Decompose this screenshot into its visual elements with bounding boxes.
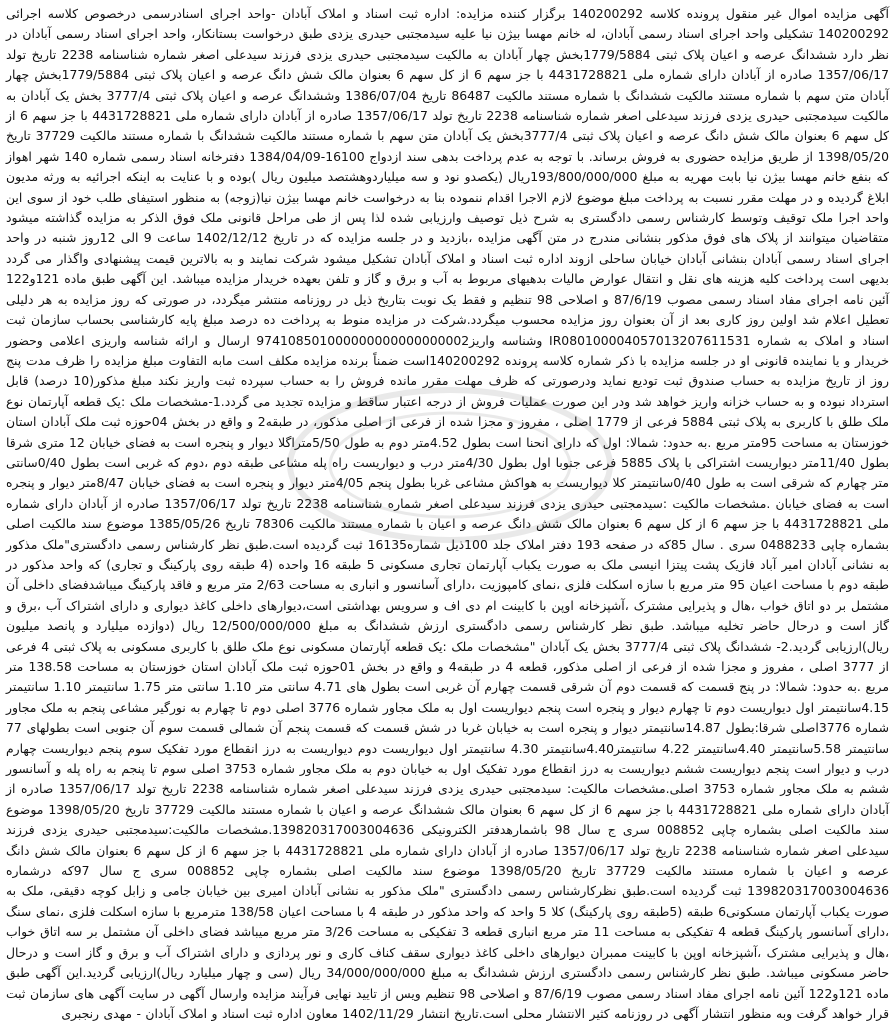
auction-notice-text: آگهی مزایده اموال غیر منقول پرونده کلاسه 140200292 برگزار کننده مزایده: اداره ثبت اسناد و املاک آبادان -واحد اجرای اسنادرسمی درخصوص کلاسه اجرائی 140200292 تشکیلی واحد اجرای اسناد رسمی آبادان، له خانم مهسا بیژن نیا علیه سیدمجتبی حیدری یزدی طبق درخواست بستانکار، واحد اجرای اسناد رسمی آبادان در نظر دارد ششدانگ عرصه و اعیان پلاک ثبتی 1779/5884بخش چهار آبادان به مالکیت سیدمجتبی حیدری یزدی فرزند سیدعلی اصغر شماره شناسنامه 2238 تاریخ تولد 1357/06/17 صادره از آبادان دارای شماره ملی 4431728821 با جز سهم 6 از کل سهم 6 بعنوان مالک شش دانگ عرصه و اعیان پلاک ثبتی 1779/5884بخش چهار آبادان متن سهم با شماره مستند مالکیت ششدانگ با شماره مستند مالکیت 86487 تاریخ 1386/07/04 وششدانگ عرصه و اعیان پلاک ثبتی 3777/4 بخش یک آبادان به مالکیت سیدمجتبی حیدری یزدی فرزند سیدعلی اصغر شماره شناسنامه 2238 تاریخ تولد 1357/06/17 صادره از آبادان دارای شماره ملی 4431728821 با جز سهم 6 از کل سهم 6 بعنوان مالک شش دانگ عرصه و اعیان پلاک ثبتی 3777/4بخش یک آبادان متن سهم با شماره مستند مالکیت ششدانگ با شماره مستند مالکیت 37729 تاریخ 1398/05/20 از طریق مزایده حضوری به فروش برساند. با توجه به عدم پرداخت بدهی سند ازدواج 16100-1384/04/09 دفترخانه اسناد رسمی شماره 140 شهر اهواز که بنفع خانم مهسا بیژن نیا بابت مهریه به مبلغ 193/800/000/000ریال (یکصدو نود و سه میلیاردوهشتصد میلیون ریال )بوده و با عنایت به اینکه اجرائیه به ورثه مدیون ابلاغ گردیده و در مهلت مقرر نسبت به پرداخت مبلغ موضوع لازم الاجرا اقدام ننموده بنا به درخواست خانم مهسا بیژن نیا(زوجه) به منظور استیفای طلب خود از سوی این واحد اجرا ملک توقیف وتوسط کارشناس رسمی دادگستری به شرح ذیل توصیف وارزیابی شده لذا پس از طی مراحل قانونی ملک فوق الذکر به مزایده گذاشته میشود متقاضیان میتوانند از پلاک های فوق مذکور بنشانی مندرج در متن آگهی مزایده ،بازدید و در جلسه مزایده که در تاریخ 1402/12/12 ساعت 9 الی 12روز شنبه در واحد اجرای اسناد رسمی آبادان بنشانی آبادان خیابان ساحلی ازوند اداره ثبت اسناد و املاک آبادان تشکیل میشود شرکت نمایند و به بالاترین قیمت پیشنهادی واگذار می گردد بدیهی است پرداخت کلیه هزینه های نقل و انتقال عوارض مالیات بدهیهای مربوط به آب و برق و گاز و تلفن بعهده خریدار مزایده میباشد. این آگهی طبق ماده 121و122 آئین نامه اجرای مفاد اسناد رسمی مصوب 87/6/19 و اصلاحی 98 تنظیم و فقط یک نوبت بتاریخ ذیل در روزنامه منتشر میگردد، در صورتی که روز مزایده به هر دلیلی تعطیل اعلام شد اولین روز کاری بعد از آن بعنوان روز مزایده محسوب میگردد.شرکت در مزایده منوط به پرداخت ده درصد مبلغ پایه کارشناسی بحساب سازمان ثبت اسناد و املاک به شماره IR080100004057013207611531 وشناسه واریز974108501000000000000000002 ارسال و ارائه شناسه واریزی اعلامی وحضور خریدار و یا نماینده قانونی او در جلسه مزایده با ذکر شماره کلاسه پرونده 140200292است ضمناً برنده مزایده مکلف است مابه التفاوت مبلغ مزایده را ظرف مدت پنج روز از تاریخ مزایده به حساب صندوق ثبت تودیع نماید ودرصورتی که ظرف مهلت مقرر مانده فروش را به حساب سپرده ثبت واریز نکند مبلغ مذکور(10 درصد) قابل استرداد نبوده و به حساب خزانه واریز خواهد شد ودر این صورت عملیات فروش از درجه اعتبار ساقط و مزایده تجدید می گردد.1-مشخصات ملک :یک قطعه آپارتمان نوع ملک طلق با کاربری به پلاک ثبتی 5884 فرعی از 1779 اصلی ، مفروز و مجزا شده از فرعی از اصلی مذکور، در طبقه2 و واقع در بخش 04حوزه ثبت ملک آبادان استان خوزستان به مساحت 95متر مربع .به حدود: شمالا: اول که دارای انحنا است بطول 4.52متر دوم به طول 5/50متراگلا دیوار و پنجره است به فضای خیابان 12 متری شرقا بطول 11/40متر دیواریست اشتراکی با پلاک 5885 فرعی جنوبا اول بطول 4/30متر درب و دیواریست راه پله مشاعی طبقه دوم ،دوم که غربی است بطول 0/40سانتی متر چهارم که شرقی است به طول 0/40سانتیمتر کلا دیواریست به هواکش مشاعی غربا بطول پنجم 4/05متر دیوار و پنجره است به فضای خیابان 8/47متر دیوار و پنجره است به فضای خیابان .مشخصات مالکیت :سیدمجتبی حیدری یزدی فرزند سیدعلی اصغر شماره شناسنامه 2238 تاریخ تولد 1357/06/17 صادره از آبادان دارای شماره ملی 4431728821 با جز سهم 6 از کل سهم 6 بعنوان مالک شش دانگ عرصه و اعیان با شماره مستند مالکیت 78306 تاریخ 1385/05/26 موضوع سند مالکیت اصلی بشماره چاپی 0488233 سری . سال 85که در صفحه 193 دفتر املاک جلد 100ذیل شماره16135 ثبت گردیده است.طبق نظر کارشناس رسمی دادگستری"ملک مذکور به نشانی آبادان امیر آباد فازیک پشت پیتزا انیسی ملک به صورت یکباب آپارتمان تجاری مسکونی 5 طبقه 16 واحده (4 طبقه روی پارکینگ و تجاری) که واحد مذکور در طبقه دوم با مساحت اعیان 95 متر مربع با سازه اسکلت فلزی ،نمای کامپوزیت ،دارای آسانسور و انباری به مساحت 2/63 متر مربع و فاقد پارکینگ میباشدفضای داخلی آن مشتمل بر دو اتاق خواب ،هال و پذیرایی مشترک ،آشپزخانه اوپن با کابینت ام دی اف و سرویس بهداشتی است،دیوارهای داخلی کاغذ دیواری و دارای اشتراک آب ،برق و گاز است و درحال حاضر تخلیه میباشد. طبق نظر کارشناس رسمی دادگستری ارزش ششدانگ به مبلغ 12/500/000/000 ریال (دوازده میلیارد و پانصد میلیون ریال)ارزیابی گردید.2- ششدانگ پلاک ثبتی 3777/4 بخش یک آبادان "مشخصات ملک :یک قطعه آپارتمان مسکونی نوع ملک طلق با کاربری مسکونی به پلاک ثبتی 4 فرعی از 3777 اصلی ، مفروز و مجزا شده از فرعی از اصلی مذکور، قطعه 4 در طبقه4 و واقع در بخش 01حوزه ثبت ملک آبادان استان خوزستان به مساحت 138.58 متر مربع .به حدود: شمالا: در پنج قسمت که قسمت دوم آن شرقی قسمت چهارم آن غربی است بطول های 4.71 سانتی متر 1.10 سانتی متر 1.75 سانتیمتر 1.10 سانتیمتر 4.15سانتیمتر اول دیواریست دوم تا چهارم دیوار و پنجره است پنجم دیواریست اول به ملک مجاور شماره 3776 اصلی دوم تا چهارم به نورگیر مشاعی پنجم به ملک مجاور شماره 3776اصلی شرقا:بطول 14.87سانتیمتر دیوار و پنجره است به خیابان غربا در شش قسمت که قسمت پنجم آن شمالی قسمت سوم آن جنوبی است بطولهای 77 سانتیمتر 5.58سانتیمتر 4.40سانتیمتر 4.22 سانتیمتر4.40سانتیمتر 4.30 سانتیمتر اول دیواریست دوم دیواریست به درز انقطاع مورد تفکیک سوم پنجم دیواریست چهارم درب و دیوار است پنجم دیواریست ششم دیواریست به درز انقطاع مورد تفکیک اول به خیابان دوم به ملک مجاور شماره 3753 اصلی سوم تا پنجم به راه پله و آسانسور ششم به ملک مجاور شماره 3753 اصلی.مشخصات مالکیت: سیدمجتبی حیدری یزدی فرزند سیدعلی اصغر شماره شناسنامه 2238 تاریخ تولد 1357/06/17 صادره از آبادان دارای شماره ملی 4431728821 با جز سهم 6 از کل سهم 6 بعنوان مالک ششدانگ عرصه و اعیان با شماره مستند مالکیت 37729 تاریخ 1398/05/20 موضوع سند مالکیت اصلی بشماره چاپی 008852 سری ج سال 98 باشمارهدفتر الکترونیکی 139820317003004636.مشخصات مالکیت:سیدمجتبی حیدری یزدی فرزند سیدعلی اصغر شماره شناسنامه 2238 تاریخ تولد 1357/06/17 صادره از آبادان دارای شماره ملی 4431728821 با جز سهم 6 از کل سهم 6 بعنوان مالک شش دانگ عرصه و اعیان با شماره مستند مالکیت 37729 تاریخ 1398/05/20 موضوع سند مالکیت اصلی بشماره چاپی 008852 سری ج سال 97که درشماره 139820317003004636 ثبت گردیده است.طبق نظرکارشناس رسمی دادگستری "ملک مذکور به نشانی آبادان امیری بین خیابان جامی و زابل کوچه دقیقی، ملک به صورت یکباب آپارتمان مسکونی6 طبقه (5طبقه روی پارکینگ) کلا 5 واحد که واحد مذکور در طبقه 4 با مساحت اعیان 138/58 مترمربع با سازه اسکلت فلزی ،نمای سنگ ،دارای آسانسور پارکینگ قطعه 4 تفکیکی به مساحت 11 متر مربع انباری قطعه 3 تفکیکی به مساحت 3/26 متر مربع میباشد فضای داخلی آن مشتمل بر سه اتاق خواب ،هال و پذیرایی مشترک ،آشپزخانه اوپن با کابینت ممبران دیوارهای داخلی کاغذ دیواری سقف کناف کاری و نور پردازی و دارای اشتراک آب و برق و گاز است و درحال حاضر مسکونی میباشد. طبق نظر کارشناس رسمی دادگستری ارزش ششدانگ به مبلغ 34/000/000/000 ریال (سی و چهار میلیارد ریال)ارزیابی گردید.این آگهی طبق ماده 121و122 آئین نامه اجرای مفاد اسناد رسمی مصوب 87/6/19 و اصلاحی 98 تنظیم ویس از تایید نهایی فرآیند مزایده وارسال آگهی در سایت آگهی های سازمان ثبت قرار خواهد گرفت وبه منظور انتشار آگهی در روزنامه کثیر الانتشار محلی است.تاریخ انتشار 1402/11/29 معاون اداره ثبت اسناد و املاک آبادان - مهدی رنجبری (6, 6, 890, 1021)
